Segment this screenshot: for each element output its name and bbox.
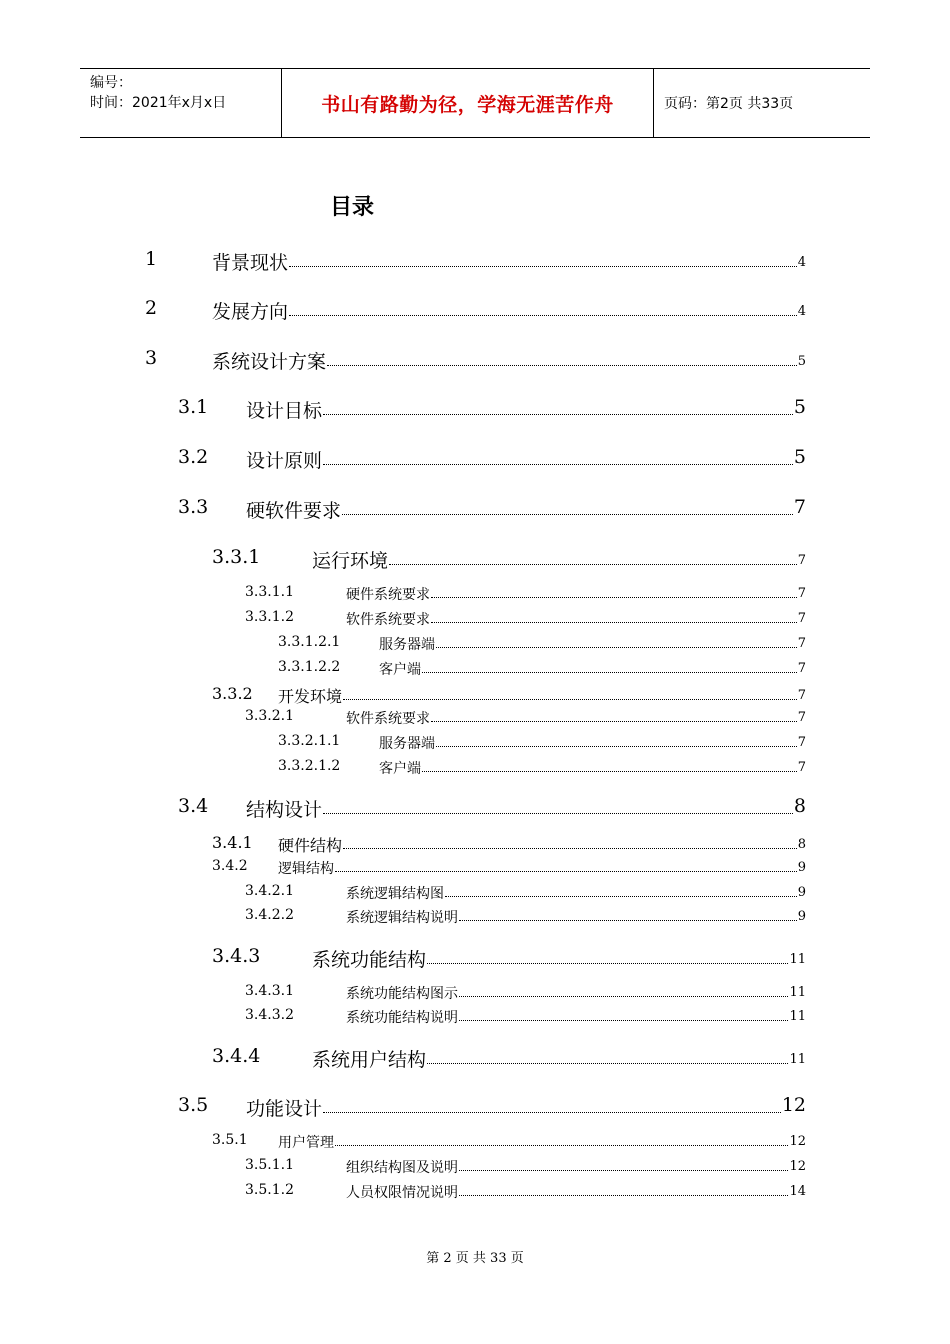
toc-entry-number: 3.3.1.2 (245, 609, 294, 625)
toc-entry-number: 3.1 (178, 396, 209, 418)
toc-entry-page: 12 (781, 1094, 806, 1116)
toc-entry-label: 运行环境 (312, 550, 389, 572)
toc-entry-number: 1 (145, 248, 158, 270)
toc-entry-page: 14 (789, 1184, 806, 1199)
toc-dot-leader (342, 514, 793, 515)
toc-entry-page: 5 (793, 446, 806, 468)
toc-entry-label: 系统功能结构 (312, 949, 427, 971)
toc-entry-page: 7 (797, 611, 806, 626)
toc-entry-page: 4 (797, 255, 806, 270)
toc-entry-page: 7 (797, 553, 806, 568)
toc-dot-leader (422, 771, 797, 772)
toc-entry-page: 7 (797, 760, 806, 775)
toc-entry-label: 系统逻辑结构图 (346, 886, 444, 902)
toc-entry-page: 8 (793, 795, 806, 817)
toc-dot-leader (343, 848, 797, 849)
toc-entry-label: 硬件结构 (278, 836, 343, 855)
toc-entry[interactable] (0, 1132, 950, 1152)
toc-entry-page: 4 (797, 304, 806, 319)
toc-dot-leader (343, 699, 797, 700)
toc-dot-leader (422, 672, 797, 673)
toc-entry-number: 3.3 (178, 496, 209, 518)
toc-entry-label: 硬软件要求 (246, 500, 342, 522)
toc-dot-leader (289, 315, 797, 316)
toc-entry-label: 设计目标 (246, 400, 323, 422)
toc-entry[interactable] (0, 396, 950, 421)
toc-entry-page: 5 (797, 354, 806, 369)
toc-entry-label: 开发环境 (278, 687, 343, 706)
toc-entry[interactable] (0, 733, 950, 753)
toc-entry[interactable] (0, 1094, 950, 1119)
toc-entry-label: 结构设计 (246, 799, 323, 821)
toc-entry[interactable] (0, 1182, 950, 1202)
toc-entry[interactable] (0, 446, 950, 471)
toc-entry-label: 用户管理 (278, 1135, 334, 1151)
toc-entry-number: 3.4 (178, 795, 209, 817)
toc-entry-label: 系统逻辑结构说明 (346, 910, 458, 926)
toc-dot-leader (436, 746, 797, 747)
toc-entry-label: 系统功能结构说明 (346, 1010, 458, 1026)
toc-dot-leader (323, 464, 793, 465)
toc-entry[interactable] (0, 546, 950, 571)
toc-entry[interactable] (0, 659, 950, 679)
toc-dot-leader (427, 963, 788, 964)
toc-entry-label: 系统用户结构 (312, 1049, 427, 1071)
toc-entry[interactable] (0, 833, 950, 855)
toc-entry[interactable] (0, 634, 950, 654)
toc-entry-number: 3.4.2.1 (245, 883, 294, 899)
toc-entry-number: 3.5 (178, 1094, 209, 1116)
toc-entry[interactable] (0, 708, 950, 728)
toc-entry-number: 3.4.4 (212, 1045, 261, 1067)
toc-entry-label: 软件系统要求 (346, 612, 430, 628)
page-footer: 第 2 页 共 33 页 (426, 1251, 524, 1266)
page-header (80, 68, 870, 138)
toc-entry-number: 3.3.2.1.2 (278, 758, 341, 774)
toc-dot-leader (431, 597, 797, 598)
toc-entry-page: 11 (789, 1052, 806, 1067)
toc-entry-label: 服务器端 (379, 637, 435, 653)
toc-entry-number: 3.4.3.1 (245, 983, 294, 999)
toc-entry-number: 3.4.2.2 (245, 907, 294, 923)
toc-dot-leader (436, 647, 797, 648)
toc-entry[interactable] (0, 1157, 950, 1177)
toc-entry-number: 3.4.2 (212, 858, 248, 874)
toc-entry-number: 3.4.3 (212, 945, 261, 967)
toc-dot-leader (323, 414, 793, 415)
toc-entry-label: 客户端 (379, 662, 421, 678)
toc-dot-leader (289, 266, 797, 267)
toc-entry[interactable] (0, 496, 950, 521)
toc-entry-label: 组织结构图及说明 (346, 1160, 458, 1176)
toc-entry-page: 9 (797, 909, 806, 924)
toc-dot-leader (459, 1195, 788, 1196)
toc-entry-label: 系统设计方案 (212, 351, 327, 373)
toc-entry-page: 5 (793, 396, 806, 418)
header-motto: 书山有路勤为径，学海无涯苦作舟 (281, 69, 654, 137)
toc-entry-number: 3.4.1 (212, 833, 253, 852)
toc-entry-page: 7 (797, 586, 806, 601)
toc-entry[interactable] (0, 907, 950, 927)
toc-entry[interactable] (0, 297, 950, 322)
toc-entry-page: 7 (797, 710, 806, 725)
document-time-label: 时间：2021年x月x日 (90, 95, 227, 111)
toc-dot-leader (335, 871, 797, 872)
toc-entry-page: 7 (797, 636, 806, 651)
toc-entry-label: 客户端 (379, 761, 421, 777)
toc-entry-number: 3.3.1.1 (245, 584, 294, 600)
toc-dot-leader (323, 813, 793, 814)
toc-entry-page: 11 (789, 985, 806, 1000)
toc-entry-label: 设计原则 (246, 450, 323, 472)
toc-dot-leader (327, 365, 797, 366)
toc-entry[interactable] (0, 609, 950, 629)
toc-entry[interactable] (0, 347, 950, 372)
toc-entry-number: 3.3.2 (212, 684, 253, 703)
toc-entry-label: 背景现状 (212, 252, 289, 274)
toc-entry-number: 3.5.1 (212, 1132, 248, 1148)
toc-entry-label: 服务器端 (379, 736, 435, 752)
toc-entry-number: 3.3.1.2.1 (278, 634, 341, 650)
toc-entry[interactable] (0, 584, 950, 604)
toc-entry[interactable] (0, 883, 950, 903)
toc-entry-number: 3.3.1.2.2 (278, 659, 341, 675)
toc-entry-page: 12 (789, 1134, 806, 1149)
header-info (80, 69, 281, 137)
toc-dot-leader (445, 896, 797, 897)
toc-entry-label: 人员权限情况说明 (346, 1185, 458, 1201)
toc-entry[interactable] (0, 795, 950, 820)
toc-entry-label: 硬件系统要求 (346, 587, 430, 603)
toc-dot-leader (389, 564, 797, 565)
toc-entry-number: 3 (145, 347, 158, 369)
toc-dot-leader (459, 996, 788, 997)
toc-entry-label: 功能设计 (246, 1098, 323, 1120)
toc-dot-leader (459, 920, 797, 921)
toc-entry-page: 9 (797, 860, 806, 875)
toc-entry[interactable] (0, 858, 950, 878)
toc-entry-number: 3.3.1 (212, 546, 261, 568)
toc-entry[interactable] (0, 758, 950, 778)
toc-entry-number: 3.5.1.2 (245, 1182, 294, 1198)
toc-entry[interactable] (0, 248, 950, 273)
toc-entry-page: 7 (797, 688, 806, 703)
toc-dot-leader (459, 1170, 788, 1171)
toc-title: 目录 (330, 195, 375, 220)
toc-entry-label: 软件系统要求 (346, 711, 430, 727)
toc-entry-page: 9 (797, 885, 806, 900)
toc-dot-leader (431, 622, 797, 623)
document-number-label: 编号： (90, 75, 132, 91)
toc-entry-page: 7 (797, 661, 806, 676)
toc-dot-leader (459, 1020, 788, 1021)
toc-entry-number: 2 (145, 297, 158, 319)
toc-dot-leader (323, 1112, 781, 1113)
toc-entry[interactable] (0, 945, 950, 970)
toc-dot-leader (431, 721, 797, 722)
toc-entry-number: 3.2 (178, 446, 209, 468)
toc-entry-number: 3.3.2.1 (245, 708, 294, 724)
toc-entry-number: 3.4.3.2 (245, 1007, 294, 1023)
toc-entry-number: 3.5.1.1 (245, 1157, 294, 1173)
toc-entry-label: 系统功能结构图示 (346, 986, 458, 1002)
toc-entry-page: 12 (789, 1159, 806, 1174)
toc-entry-page: 8 (797, 837, 806, 852)
header-page-info: 页码：第2页 共33页 (664, 96, 794, 112)
toc-entry-page: 7 (797, 735, 806, 750)
toc-dot-leader (335, 1145, 788, 1146)
toc-dot-leader (427, 1063, 788, 1064)
toc-entry-page: 11 (789, 1009, 806, 1024)
toc-entry[interactable] (0, 983, 950, 1003)
toc-entry[interactable] (0, 1007, 950, 1027)
toc-entry-page: 7 (793, 496, 806, 518)
toc-entry-number: 3.3.2.1.1 (278, 733, 341, 749)
toc-entry[interactable] (0, 684, 950, 706)
toc-entry-label: 逻辑结构 (278, 861, 334, 877)
toc-entry[interactable] (0, 1045, 950, 1070)
toc-entry-page: 11 (789, 952, 806, 967)
toc-entry-label: 发展方向 (212, 301, 289, 323)
